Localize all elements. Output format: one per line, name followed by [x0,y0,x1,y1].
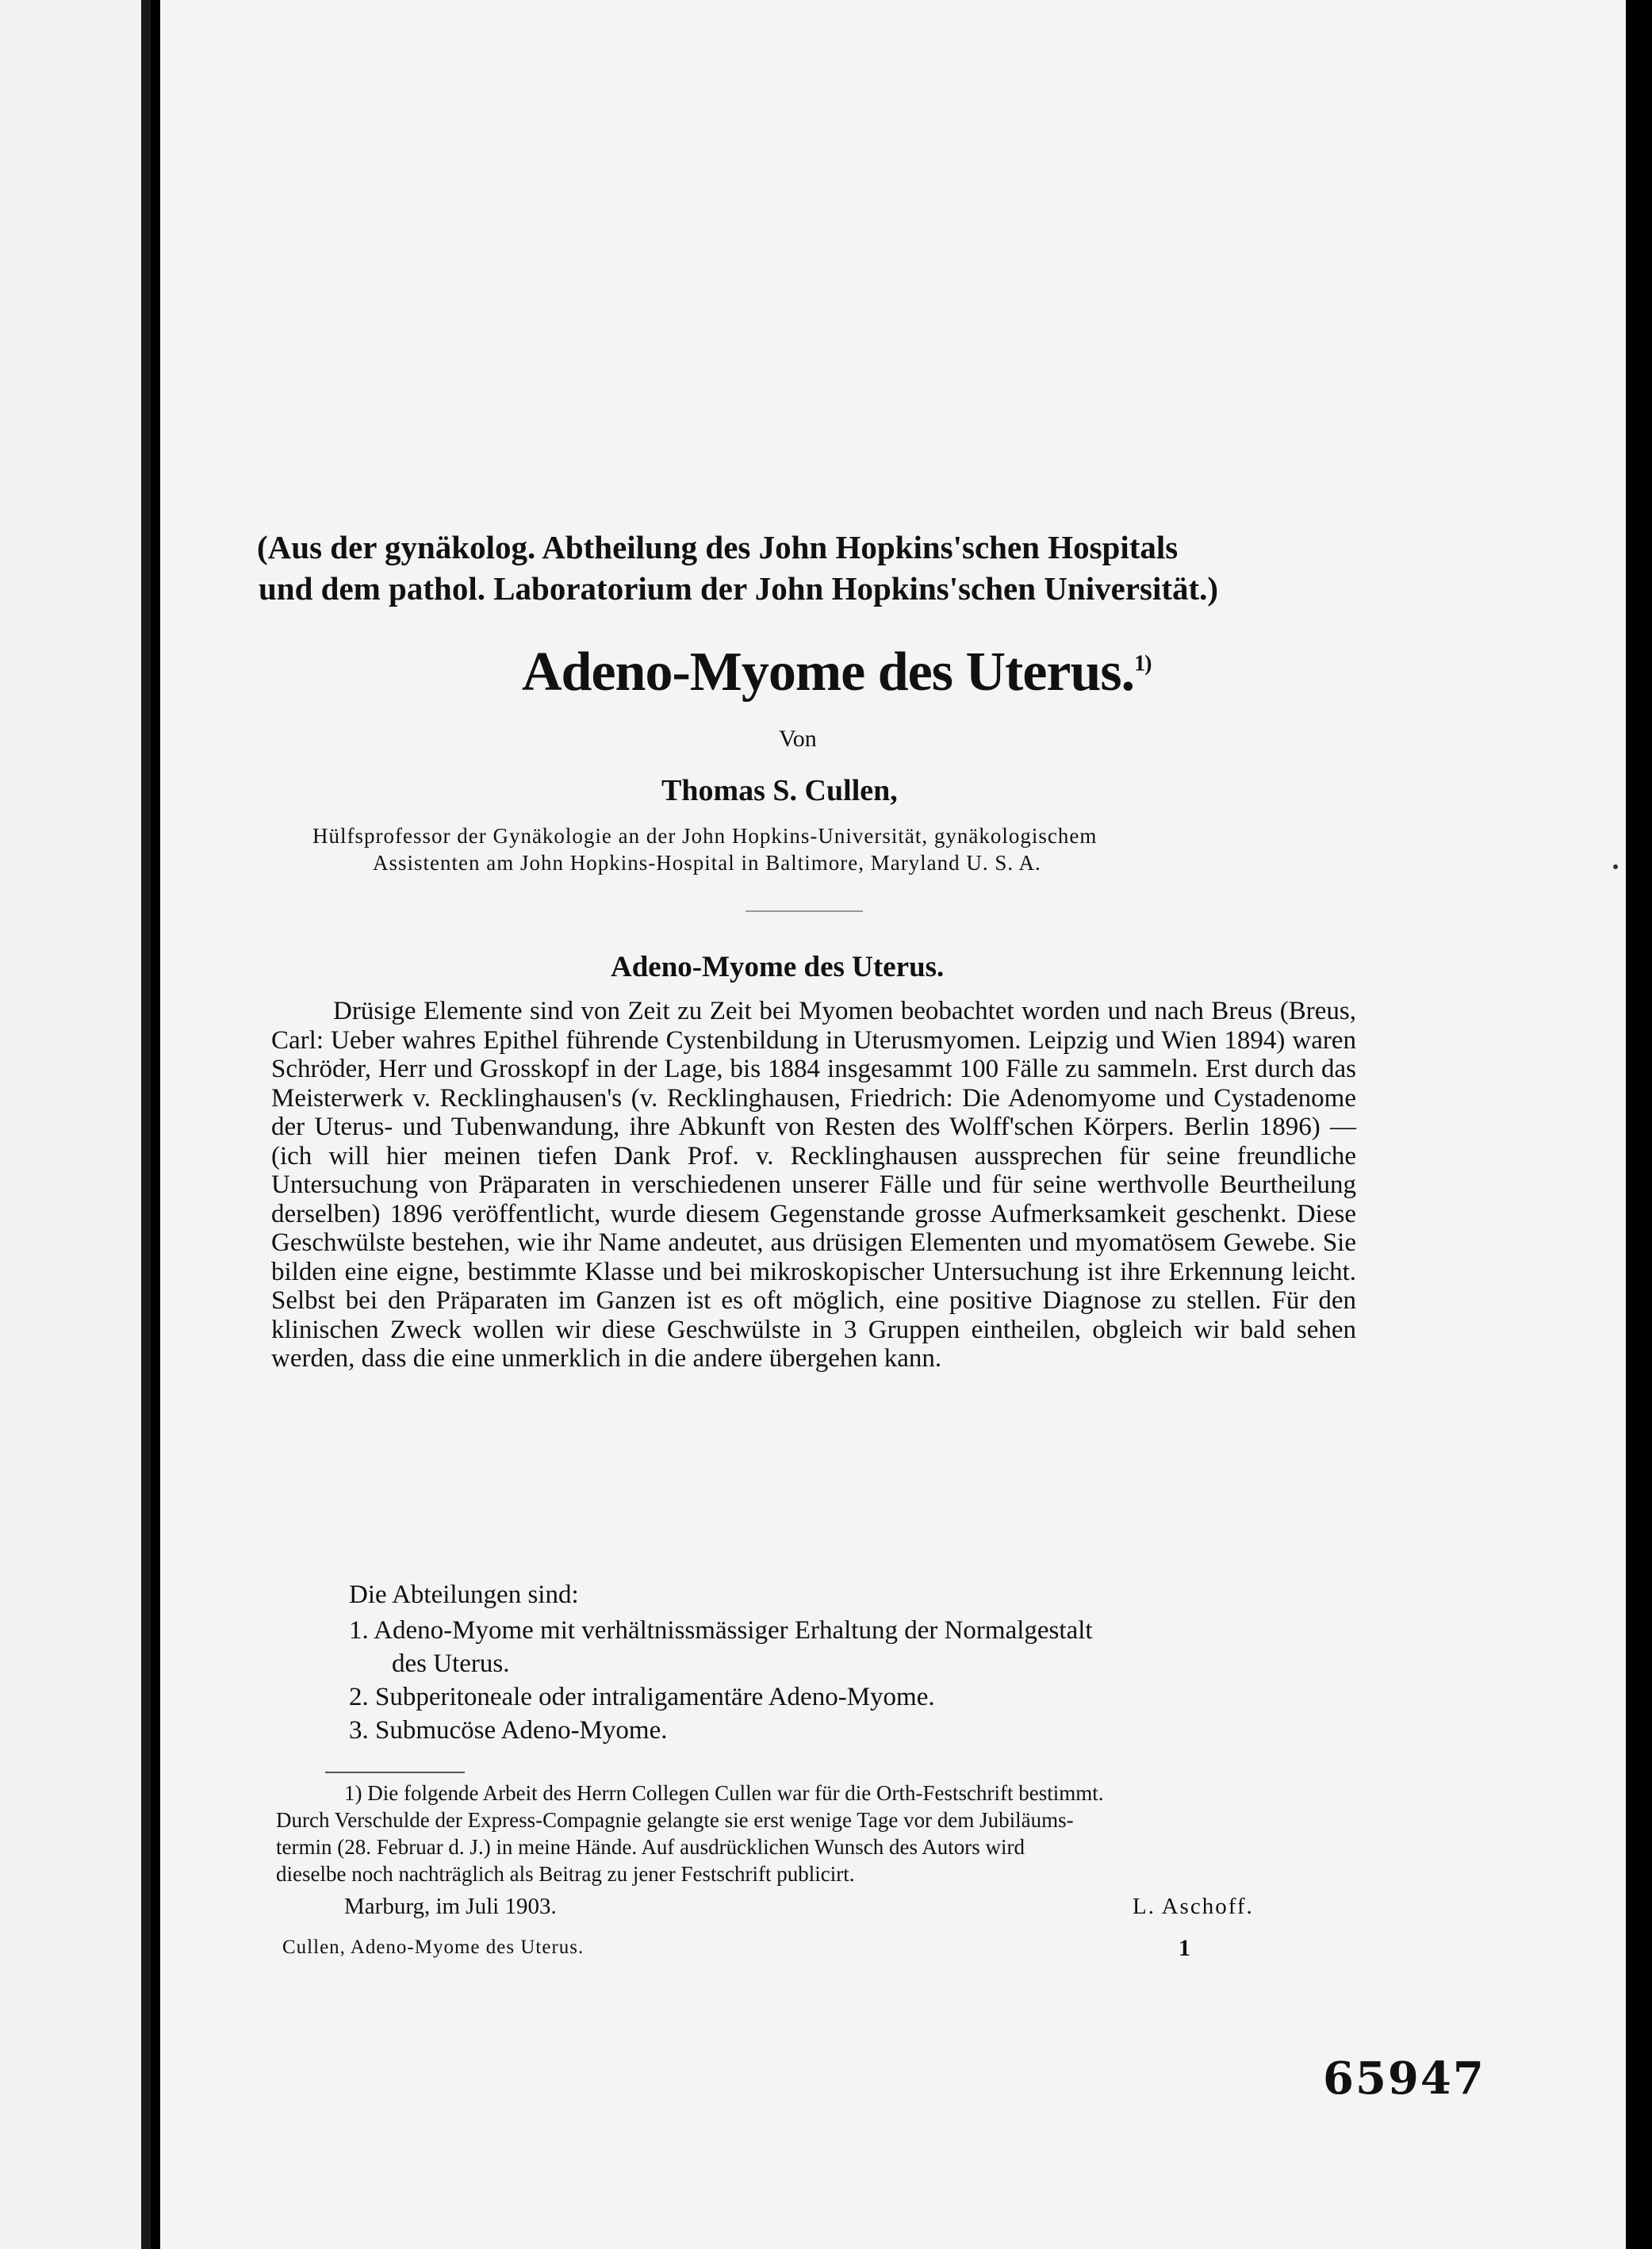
author-name: Thomas S. Cullen, [661,774,898,807]
article-title [522,641,1151,704]
author-affiliation-line1: Hülfsprofessor der Gynäkologie an der John Hopkins-Universität, gynäkologischem [312,824,1098,848]
title-footnote-mark: 1) [1134,651,1152,676]
footnote-place-date: Marburg, im Juli 1903. [344,1894,557,1919]
institution-header-line2: und dem pathol. Laboratorium der John Hopkins'schen Universität.) [259,570,1219,607]
page-gap [151,0,160,2249]
division-item-2: 2. Subperitoneale oder intraligamentäre Adeno-Myome. [349,1683,935,1711]
title-separator [746,910,863,912]
running-footer: Cullen, Adeno-Myome des Uterus. [282,1937,585,1958]
von-label: Von [779,726,817,752]
divisions-intro: Die Abteilungen sind: [349,1580,579,1609]
footnote-separator [325,1772,465,1773]
scan-speck [1613,864,1618,869]
footnote-line3: termin (28. Februar d. J.) in meine Hände. Auf ausdrücklichen Wunsch des Autors wird [276,1835,1025,1859]
article-title-text: Adeno-Myome des Uterus. [522,642,1135,703]
body-paragraph: Drüsige Elemente sind von Zeit zu Zeit bei Myomen beobachtet worden und nach Breus (Breus, Carl: Ueber wahres Epithel führende Cystenbildung in Uterusmyomen. Leipzig und Wien 1894) waren Schröder, Herr und Grosskopf in der Lage, bis 1884 insgesammt 100 Fälle zu sammeln. Erst durch das Meisterwerk v. Recklinghausen's (v. Recklinghausen, Friedrich: Die Adenomyome und Cystadenome der Uterus- und Tubenwandung, ihre Abkunft von Resten des Wolff'schen Körpers. Berlin 1896) — (ich will hier meinen tiefen Dank Prof. v. Recklinghausen aussprechen für seine freundliche Untersuchung von Präparaten in verschiedenen unserer Fälle und für seine werthvolle Beurtheilung derselben) 1896 veröffentlicht, wurde diesem Gegenstande grosse Aufmerksamkeit geschenkt. Diese Geschwülste bestehen, wie ihr Name andeutet, aus drüsigen Elementen und myomatösem Gewebe. Sie bilden eine eigne, bestimmte Klasse und bei mikroskopischer Untersuchung ist ihre Erkennung leicht. Selbst bei den Präparaten im Ganzen ist es oft möglich, eine positive Diagnose zu stellen. Für den klinischen Zweck wollen wir diese Geschwülste in 3 Gruppen eintheilen, obgleich wir bald sehen werden, dass die eine unmerklich in die andere übergehen kann. [271,997,1356,1373]
catalog-stamp-number: 65947 [1323,2052,1485,2105]
page-number: 1 [1179,1935,1190,1961]
author-affiliation-line2: Assistenten am John Hopkins-Hospital in Baltimore, Maryland U. S. A. [373,851,1041,875]
footnote-line4: dieselbe noch nachträglich als Beitrag zu jener Festschrift publicirt. [276,1862,855,1886]
footnote-line2: Durch Verschulde der Express-Compagnie gelangte sie erst wenige Tage vor dem Jubiläums- [276,1808,1074,1832]
page-gutter-shadow [141,0,151,2249]
footnote-line1: 1) Die folgende Arbeit des Herrn Collegen Cullen war für die Orth-Festschrift bestimmt. [344,1781,1104,1805]
division-item-1: 1. Adeno-Myome mit verhältnissmässiger Erhaltung der Normalgestalt [349,1616,1093,1645]
section-title: Adeno-Myome des Uterus. [611,951,945,983]
previous-page-edge [0,0,151,2249]
institution-header-line1: (Aus der gynäkolog. Abtheilung des John Hopkins'schen Hospitals [257,529,1179,565]
footnote-signature: L. Aschoff. [1133,1894,1254,1919]
division-item-3: 3. Submucöse Adeno-Myome. [349,1716,668,1745]
division-item-1-continued: des Uterus. [392,1649,510,1678]
body-text [271,997,1356,1374]
